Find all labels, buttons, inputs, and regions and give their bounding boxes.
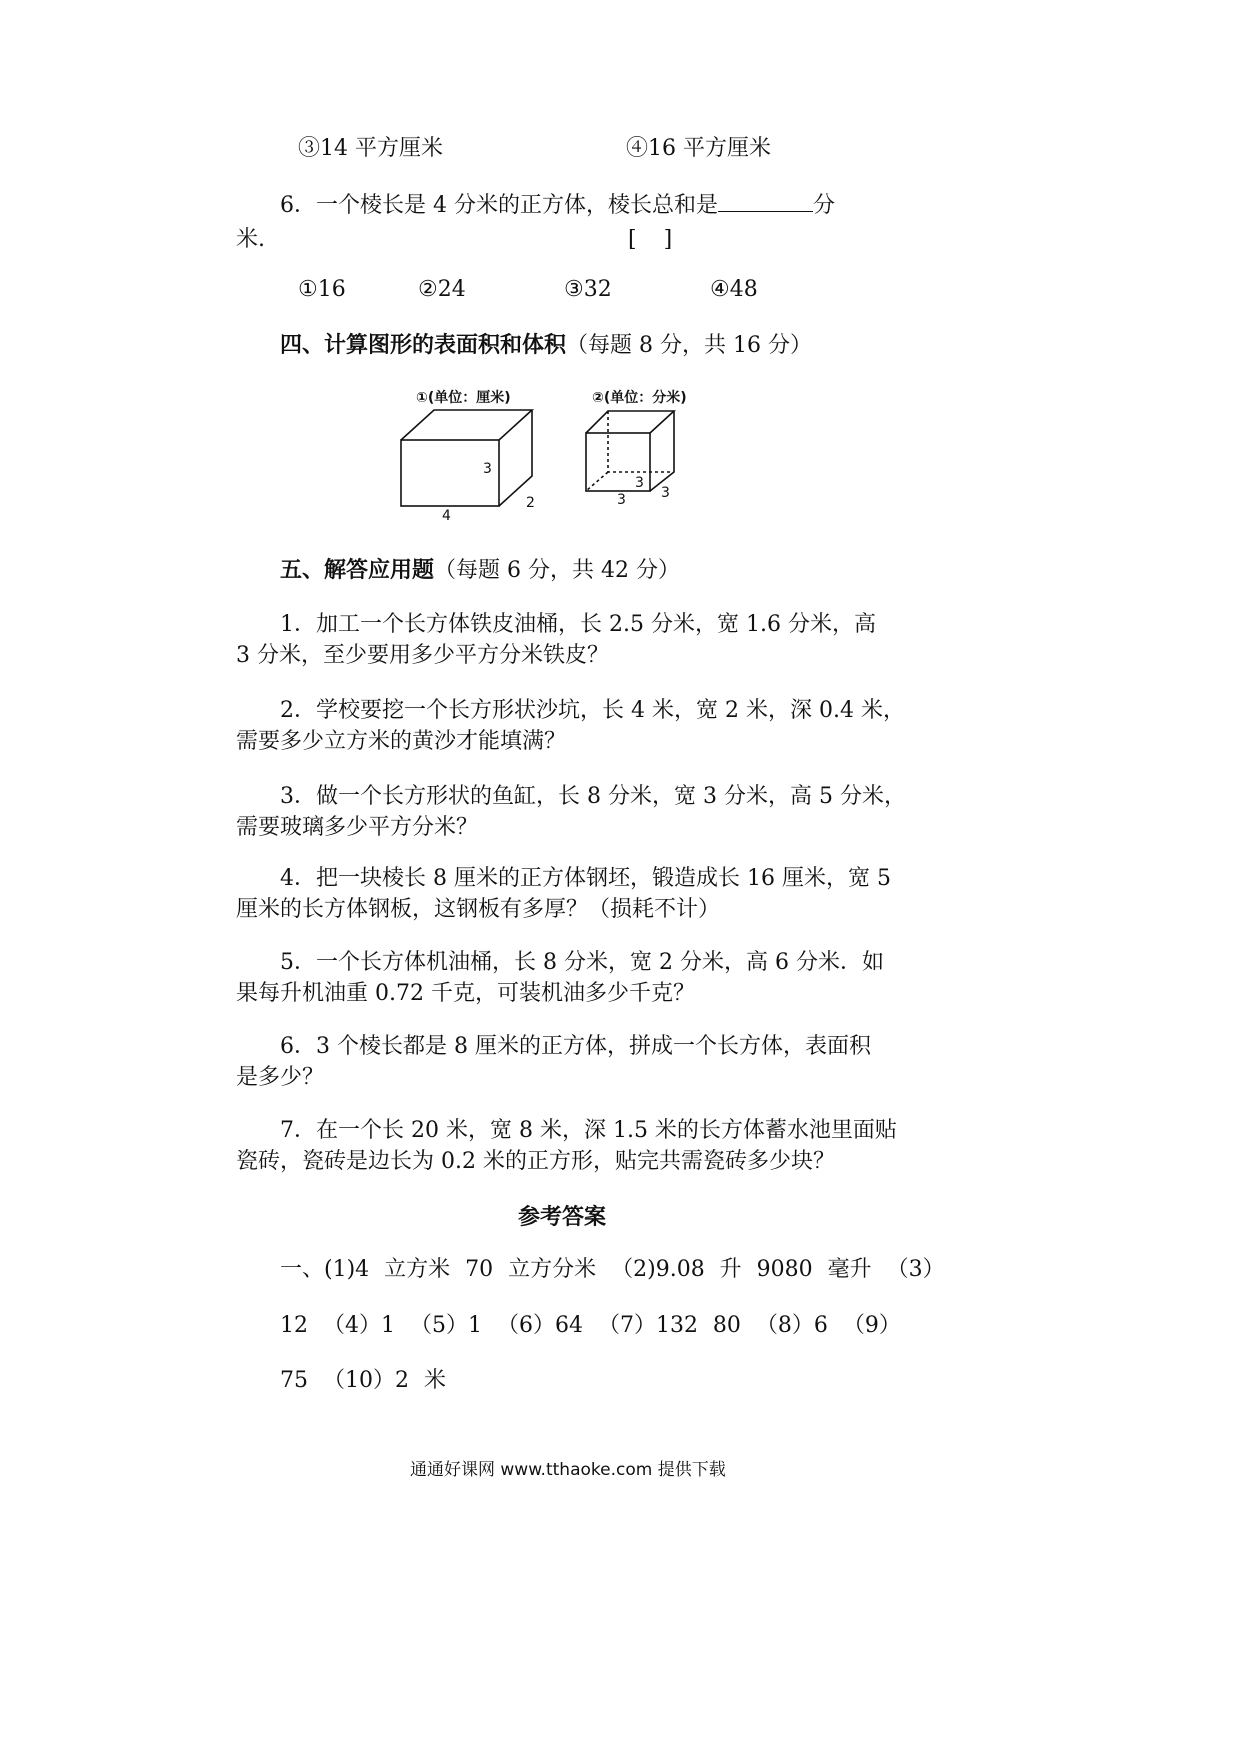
- fig2-hidden-edge-diagonal: [586, 472, 608, 491]
- q6-answer-blank: [718, 193, 813, 212]
- problem-3-line1: 3．做一个长方形状的鱼缸，长 8 分米，宽 3 分米，高 5 分米，: [280, 784, 906, 809]
- fig1-top-face: [401, 410, 532, 440]
- section4-title: 四、计算图形的表面积和体积: [280, 332, 567, 358]
- fig1-height-label: 3: [483, 461, 492, 477]
- page-footer: 通通好课网 www.tthaoke.com 提供下载: [410, 1460, 726, 1480]
- section5-note: （每题 6 分，共 42 分）: [434, 558, 680, 583]
- problem-2-line2: 需要多少立方米的黄沙才能填满？: [236, 729, 567, 754]
- problem-7-line1: 7．在一个长 20 米，宽 8 米，深 1.5 米的长方体蓄水池里面贴: [280, 1118, 897, 1143]
- q6-line2: 米.: [236, 227, 265, 252]
- fig1-length-label: 4: [442, 508, 451, 524]
- fig2-label-side: 3: [661, 485, 670, 501]
- q6-text-before: 6．一个棱长是 4 分米的正方体，棱长总和是: [280, 193, 718, 218]
- problem-6-line1: 6．3 个棱长都是 8 厘米的正方体，拼成一个长方体，表面积: [280, 1034, 871, 1059]
- q6-option-4: ④48: [710, 277, 758, 302]
- answers-line2: 12 （4）1 （5）1 （6）64 （7）132 80 （8）6 （9）: [280, 1313, 901, 1338]
- answers-line1: 一、(1)4 立方米 70 立方分米 （2)9.08 升 9080 毫升 （3）: [280, 1257, 945, 1282]
- section4-note: （每题 8 分，共 16 分）: [566, 333, 812, 358]
- problem-1-line1: 1．加工一个长方体铁皮油桶，长 2.5 分米，宽 1.6 分米，高: [280, 612, 876, 637]
- q5-option-3: ③14 平方厘米: [298, 136, 443, 161]
- section5-title: 五、解答应用题: [280, 557, 435, 583]
- section5-heading: [280, 557, 680, 584]
- problem-6-line2: 是多少？: [236, 1065, 325, 1090]
- problem-4-line2: 厘米的长方体钢板，这钢板有多厚？（损耗不计）: [236, 897, 721, 922]
- answers-line3: 75 （10）2 米: [280, 1368, 446, 1393]
- problem-1-line2: 3 分米，至少要用多少平方分米铁皮？: [236, 643, 609, 668]
- fig1-caption: ①(单位：厘米): [416, 390, 511, 406]
- problem-2-line1: 2．学校要挖一个长方形状沙坑，长 4 米，宽 2 米，深 0.4 米，: [280, 698, 905, 723]
- answers-title: 参考答案: [518, 1204, 607, 1230]
- section4-heading: [280, 332, 812, 359]
- problem-7-line2: 瓷砖，瓷砖是边长为 0.2 米的正方形，贴完共需瓷砖多少块？: [236, 1149, 835, 1174]
- figures: [380, 380, 720, 530]
- q6-option-3: ③32: [564, 277, 612, 302]
- q6-answer-bracket: [ ]: [628, 227, 673, 252]
- q6-line1: [280, 193, 835, 219]
- problem-5-line2: 果每升机油重 0.72 千克，可装机油多少千克？: [236, 981, 695, 1006]
- fig2-label-inner: 3: [635, 475, 644, 491]
- fig2-top-face: [586, 411, 674, 433]
- fig2-cube: [586, 411, 674, 491]
- q6-text-after: 分: [812, 193, 835, 218]
- q6-option-2: ②24: [418, 277, 466, 302]
- fig2-label-bottom: 3: [617, 492, 626, 508]
- problem-5-line1: 5．一个长方体机油桶，长 8 分米，宽 2 分米，高 6 分米．如: [280, 950, 884, 975]
- fig1-depth-label: 2: [526, 495, 535, 511]
- problem-3-line2: 需要玻璃多少平方分米？: [236, 815, 479, 840]
- problem-4-line1: 4．把一块棱长 8 厘米的正方体钢坯，锻造成长 16 厘米，宽 5: [280, 866, 891, 891]
- q6-option-1: ①16: [298, 277, 346, 302]
- fig2-caption: ②(单位：分米): [592, 390, 687, 406]
- q5-option-4: ④16 平方厘米: [626, 136, 771, 161]
- fig1-prism: [401, 410, 532, 506]
